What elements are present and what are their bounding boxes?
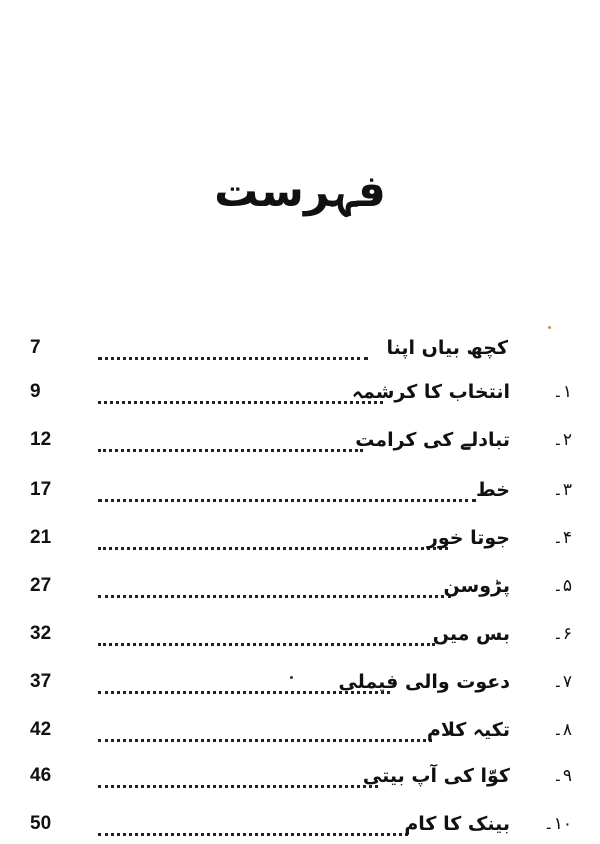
page-number: 50 xyxy=(30,813,52,834)
page-number: 27 xyxy=(30,575,52,596)
paper-speck xyxy=(548,326,551,329)
entry-number: ۲۔ xyxy=(552,430,572,450)
entry-title: کوّا کی آپ بیتی xyxy=(362,765,510,787)
paper-speck xyxy=(290,676,293,679)
dot-leader xyxy=(98,364,383,404)
toc-row xyxy=(0,372,600,412)
entry-title: تبادلے کی کرامت xyxy=(355,429,510,451)
toc-row xyxy=(0,614,600,654)
dot-leader xyxy=(98,702,432,742)
page-number: 42 xyxy=(30,719,52,740)
page-number: 17 xyxy=(30,479,52,500)
page-number: 32 xyxy=(30,623,52,644)
entry-title: تکیہ کلام xyxy=(426,719,510,741)
entry-number: ۱۰۔ xyxy=(543,814,572,834)
page-title: فہرست xyxy=(214,166,386,217)
toc-row xyxy=(0,518,600,558)
entry-title: کچھ بیاں اپنا xyxy=(386,337,508,359)
entry-number: ۵۔ xyxy=(552,576,572,596)
dot-leader xyxy=(98,796,408,836)
dot-leader xyxy=(98,320,368,360)
toc-row xyxy=(0,662,600,702)
entry-number: ۱۔ xyxy=(552,382,572,402)
entry-number: ۳۔ xyxy=(552,480,572,500)
entry-number: ۹۔ xyxy=(552,766,572,786)
entry-title: بس میں xyxy=(432,623,510,645)
page-number: 46 xyxy=(30,765,52,786)
toc-row xyxy=(0,756,600,796)
toc-row xyxy=(0,420,600,460)
dot-leader xyxy=(98,412,363,452)
dot-leader xyxy=(98,510,448,550)
page-number: 7 xyxy=(30,337,41,358)
entry-title: دعوت والی فیملی xyxy=(338,671,510,693)
dot-leader xyxy=(98,462,476,502)
dot-leader xyxy=(98,558,451,598)
entry-number: ۶۔ xyxy=(552,624,572,644)
toc-row xyxy=(0,804,600,844)
entry-number: ۷۔ xyxy=(552,672,572,692)
entry-number: ۸۔ xyxy=(552,720,572,740)
dot-leader xyxy=(98,748,378,788)
entry-title: بینک کا کام xyxy=(404,813,510,835)
entry-title: جوتا خور xyxy=(426,527,510,549)
toc-row xyxy=(0,470,600,510)
entry-number: ۴۔ xyxy=(552,528,572,548)
toc-row xyxy=(0,710,600,750)
page-number: 37 xyxy=(30,671,52,692)
entry-title: انتخاب کا کرشمہ xyxy=(351,381,510,403)
page-number: 21 xyxy=(30,527,52,548)
toc-row xyxy=(0,566,600,606)
page-number: 12 xyxy=(30,429,52,450)
dot-leader xyxy=(98,606,435,646)
toc-row xyxy=(0,328,600,368)
entry-title: پڑوسن xyxy=(443,575,510,597)
entry-title: خط xyxy=(475,479,510,501)
page-number: 9 xyxy=(30,381,41,402)
